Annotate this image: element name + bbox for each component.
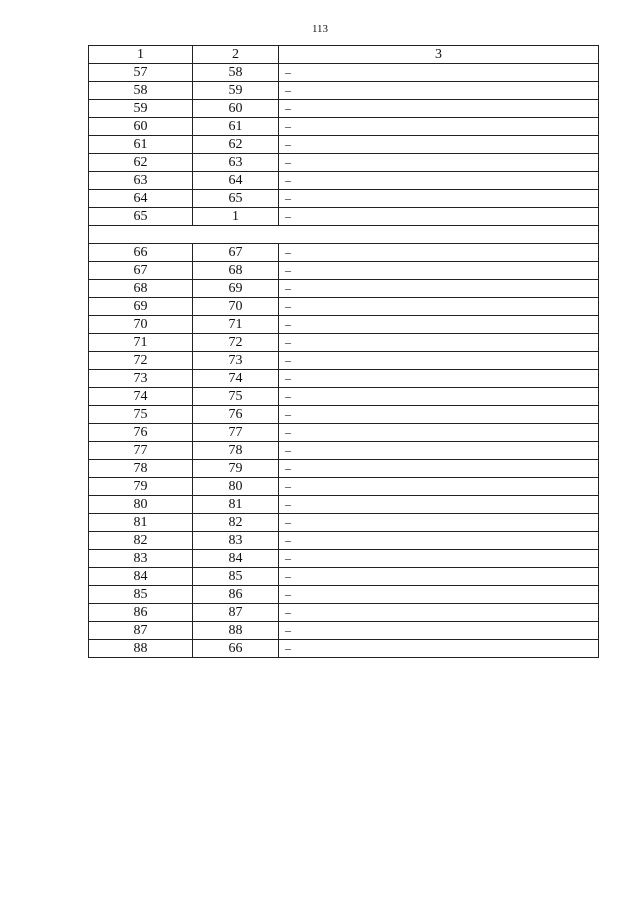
cell-col-2: 75 bbox=[193, 388, 279, 406]
cell-col-1: 74 bbox=[89, 388, 193, 406]
cell-col-2: 60 bbox=[193, 100, 279, 118]
table-row bbox=[89, 154, 599, 172]
table-row bbox=[89, 514, 599, 532]
cell-col-3: – bbox=[279, 352, 599, 370]
cell-col-3: – bbox=[279, 586, 599, 604]
cell-col-2: 76 bbox=[193, 406, 279, 424]
cell-col-2: 61 bbox=[193, 118, 279, 136]
table-row bbox=[89, 352, 599, 370]
column-header-3: 3 bbox=[279, 46, 599, 64]
column-header-1: 1 bbox=[89, 46, 193, 64]
table-row bbox=[89, 64, 599, 82]
cell-col-3: – bbox=[279, 136, 599, 154]
cell-col-1: 76 bbox=[89, 424, 193, 442]
cell-col-3: – bbox=[279, 406, 599, 424]
cell-col-3: – bbox=[279, 532, 599, 550]
table-body bbox=[89, 64, 599, 658]
cell-col-3: – bbox=[279, 298, 599, 316]
table-row bbox=[89, 388, 599, 406]
cell-col-1: 79 bbox=[89, 478, 193, 496]
cell-col-2: 67 bbox=[193, 244, 279, 262]
cell-col-3: – bbox=[279, 514, 599, 532]
cell-col-3: – bbox=[279, 334, 599, 352]
cell-col-1: 59 bbox=[89, 100, 193, 118]
cell-col-3: – bbox=[279, 442, 599, 460]
cell-col-2: 88 bbox=[193, 622, 279, 640]
table-row bbox=[89, 568, 599, 586]
cell-col-2: 72 bbox=[193, 334, 279, 352]
cell-col-2: 87 bbox=[193, 604, 279, 622]
cell-col-3: – bbox=[279, 244, 599, 262]
cell-col-3: – bbox=[279, 622, 599, 640]
cell-col-1: 86 bbox=[89, 604, 193, 622]
header-row bbox=[89, 46, 599, 64]
cell-col-2: 62 bbox=[193, 136, 279, 154]
cell-col-3: – bbox=[279, 316, 599, 334]
cell-col-3: – bbox=[279, 118, 599, 136]
cell-col-1: 78 bbox=[89, 460, 193, 478]
cell-col-2: 79 bbox=[193, 460, 279, 478]
cell-col-1: 67 bbox=[89, 262, 193, 280]
table-row bbox=[89, 262, 599, 280]
cell-col-1: 63 bbox=[89, 172, 193, 190]
cell-col-1: 58 bbox=[89, 82, 193, 100]
cell-col-3: – bbox=[279, 550, 599, 568]
cell-col-3: – bbox=[279, 280, 599, 298]
cell-col-3: – bbox=[279, 64, 599, 82]
table-row bbox=[89, 640, 599, 658]
cell-col-1: 57 bbox=[89, 64, 193, 82]
table-row bbox=[89, 316, 599, 334]
cell-col-3: – bbox=[279, 172, 599, 190]
cell-col-2: 80 bbox=[193, 478, 279, 496]
cell-col-2: 86 bbox=[193, 586, 279, 604]
cell-col-2: 78 bbox=[193, 442, 279, 460]
table-row bbox=[89, 100, 599, 118]
cell-col-1: 80 bbox=[89, 496, 193, 514]
table-row bbox=[89, 496, 599, 514]
cell-col-3: – bbox=[279, 496, 599, 514]
table-row bbox=[89, 460, 599, 478]
cell-col-1: 77 bbox=[89, 442, 193, 460]
cell-col-1: 72 bbox=[89, 352, 193, 370]
page-number: 113 bbox=[311, 23, 329, 35]
cell-col-3: – bbox=[279, 154, 599, 172]
cell-col-1: 75 bbox=[89, 406, 193, 424]
cell-col-1: 87 bbox=[89, 622, 193, 640]
cell-col-3: – bbox=[279, 190, 599, 208]
cell-col-2: 71 bbox=[193, 316, 279, 334]
cell-col-2: 65 bbox=[193, 190, 279, 208]
cell-col-1: 61 bbox=[89, 136, 193, 154]
cell-col-3: – bbox=[279, 100, 599, 118]
cell-col-1: 65 bbox=[89, 208, 193, 226]
cell-col-2: 81 bbox=[193, 496, 279, 514]
cell-col-3: – bbox=[279, 640, 599, 658]
cell-col-3: – bbox=[279, 388, 599, 406]
cell-col-1: 73 bbox=[89, 370, 193, 388]
cell-col-2: 66 bbox=[193, 640, 279, 658]
cell-col-1: 83 bbox=[89, 550, 193, 568]
cell-col-2: 83 bbox=[193, 532, 279, 550]
cell-col-2: 69 bbox=[193, 280, 279, 298]
cell-col-1: 69 bbox=[89, 298, 193, 316]
cell-col-1: 84 bbox=[89, 568, 193, 586]
cell-col-1: 81 bbox=[89, 514, 193, 532]
table-row bbox=[89, 244, 599, 262]
cell-col-3: – bbox=[279, 82, 599, 100]
cell-col-2: 85 bbox=[193, 568, 279, 586]
table-row bbox=[89, 586, 599, 604]
cell-col-1: 82 bbox=[89, 532, 193, 550]
cell-col-3: – bbox=[279, 424, 599, 442]
cell-col-3: – bbox=[279, 604, 599, 622]
cell-col-2: 77 bbox=[193, 424, 279, 442]
cell-col-2: 82 bbox=[193, 514, 279, 532]
table-row bbox=[89, 136, 599, 154]
table-row bbox=[89, 532, 599, 550]
cell-col-1: 68 bbox=[89, 280, 193, 298]
table-row bbox=[89, 118, 599, 136]
column-header-2: 2 bbox=[193, 46, 279, 64]
cell-col-3: – bbox=[279, 208, 599, 226]
table-row bbox=[89, 550, 599, 568]
cell-col-2: 58 bbox=[193, 64, 279, 82]
table-row bbox=[89, 172, 599, 190]
cell-col-2: 59 bbox=[193, 82, 279, 100]
cell-col-2: 84 bbox=[193, 550, 279, 568]
cell-col-1: 60 bbox=[89, 118, 193, 136]
cell-col-2: 70 bbox=[193, 298, 279, 316]
group-separator-cell bbox=[89, 226, 599, 244]
cell-col-2: 73 bbox=[193, 352, 279, 370]
cell-col-1: 85 bbox=[89, 586, 193, 604]
cell-col-1: 66 bbox=[89, 244, 193, 262]
cell-col-3: – bbox=[279, 478, 599, 496]
table-row bbox=[89, 82, 599, 100]
cell-col-2: 63 bbox=[193, 154, 279, 172]
cell-col-3: – bbox=[279, 568, 599, 586]
table-row bbox=[89, 424, 599, 442]
table-row bbox=[89, 370, 599, 388]
cell-col-1: 64 bbox=[89, 190, 193, 208]
cell-col-1: 70 bbox=[89, 316, 193, 334]
group-separator-row bbox=[89, 226, 599, 244]
cell-col-2: 64 bbox=[193, 172, 279, 190]
table-row bbox=[89, 280, 599, 298]
cell-col-3: – bbox=[279, 370, 599, 388]
table-row bbox=[89, 478, 599, 496]
table-row bbox=[89, 190, 599, 208]
cell-col-2: 74 bbox=[193, 370, 279, 388]
cell-col-1: 62 bbox=[89, 154, 193, 172]
table-row bbox=[89, 298, 599, 316]
table-row bbox=[89, 622, 599, 640]
cell-col-2: 68 bbox=[193, 262, 279, 280]
cell-col-2: 1 bbox=[193, 208, 279, 226]
table-row bbox=[89, 406, 599, 424]
table-row bbox=[89, 604, 599, 622]
cell-col-3: – bbox=[279, 262, 599, 280]
cell-col-3: – bbox=[279, 460, 599, 478]
data-table bbox=[88, 45, 599, 658]
table-header bbox=[89, 46, 599, 64]
cell-col-1: 88 bbox=[89, 640, 193, 658]
table-row bbox=[89, 334, 599, 352]
table-row bbox=[89, 442, 599, 460]
cell-col-1: 71 bbox=[89, 334, 193, 352]
table-row bbox=[89, 208, 599, 226]
